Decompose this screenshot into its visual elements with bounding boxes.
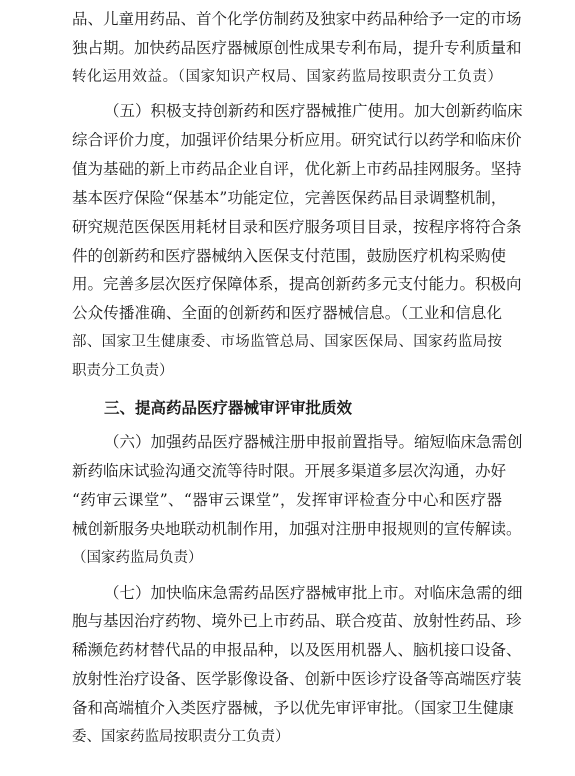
responsibility-note: 转化运用效益。（国家知识产权局、国家药监局按职责分工负责）	[72, 69, 502, 85]
body-text-line: 胞与基因治疗药物、境外已上市药品、联合疫苗、放射性药品、珍	[72, 612, 522, 630]
body-text-line: 综合评价力度，加强评价结果分析应用。研究试行以药学和临床价	[72, 131, 522, 149]
body-text-line: 品、儿童用药品、首个化学仿制药及独家中药品种给予一定的市场	[72, 10, 522, 28]
body-text-line: 件的创新药和医疗器械纳入医保支付范围，鼓励医疗机构采购使	[72, 247, 507, 265]
body-text-line: 械创新服务央地联动机制作用，加强对注册申报规则的宣传解读。	[72, 520, 522, 538]
body-text-line: 值为基础的新上市药品企业自评，优化新上市药品挂网服务。坚持	[72, 160, 522, 178]
section-three-heading: 三、提高药品医疗器械审评审批质效	[104, 398, 353, 417]
body-text-line: 放射性治疗设备、医学影像设备、创新中医诊疗设备等高端医疗装	[72, 670, 522, 688]
section-6-heading-line: （六）加强药品医疗器械注册申报前置指导。缩短临床急需创	[104, 433, 523, 451]
body-text-line: 研究规范医保医用耗材目录和医疗服务项目目录，按程序将符合条	[72, 218, 522, 236]
body-text-line: 备和高端植介入类医疗器械，予以优先审评审批。（国家卫生健康	[72, 699, 514, 717]
section-5-heading-line: （五）积极支持创新药和医疗器械推广使用。加大创新药临床	[104, 102, 523, 120]
responsibility-note: 职责分工负责）	[72, 363, 174, 379]
body-text-line: 用。完善多层次医疗保障体系，提高创新药多元支付能力。积极向	[72, 275, 522, 293]
section-7-heading-line: （七）加快临床急需药品医疗器械审批上市。对临床急需的细	[104, 584, 523, 602]
body-text-line: 稀濒危药材替代品的申报品种，以及医用机器人、脑机接口设备、	[72, 641, 522, 659]
body-text-line: 独占期。加快药品医疗器械原创性成果专利布局，提升专利质量和	[72, 39, 522, 57]
body-text-line: “药审云课堂”、“器审云课堂”，发挥审评检查分中心和医疗器	[72, 491, 502, 509]
body-text-line: 基本医疗保险“保基本”功能定位，完善医保药品目录调整机制，	[72, 189, 507, 207]
responsibility-note: 部、国家卫生健康委、市场监管总局、国家医保局、国家药监局按	[72, 334, 502, 350]
responsibility-note: 委、国家药监局按职责分工负责）	[72, 729, 290, 745]
responsibility-note: （国家药监局负责）	[72, 550, 203, 566]
body-text-line: 新药临床试验沟通交流等待时限。开展多渠道多层次沟通，办好	[72, 462, 507, 480]
body-text-line: 公众传播准确、全面的创新药和医疗器械信息。（工业和信息化	[72, 304, 502, 322]
